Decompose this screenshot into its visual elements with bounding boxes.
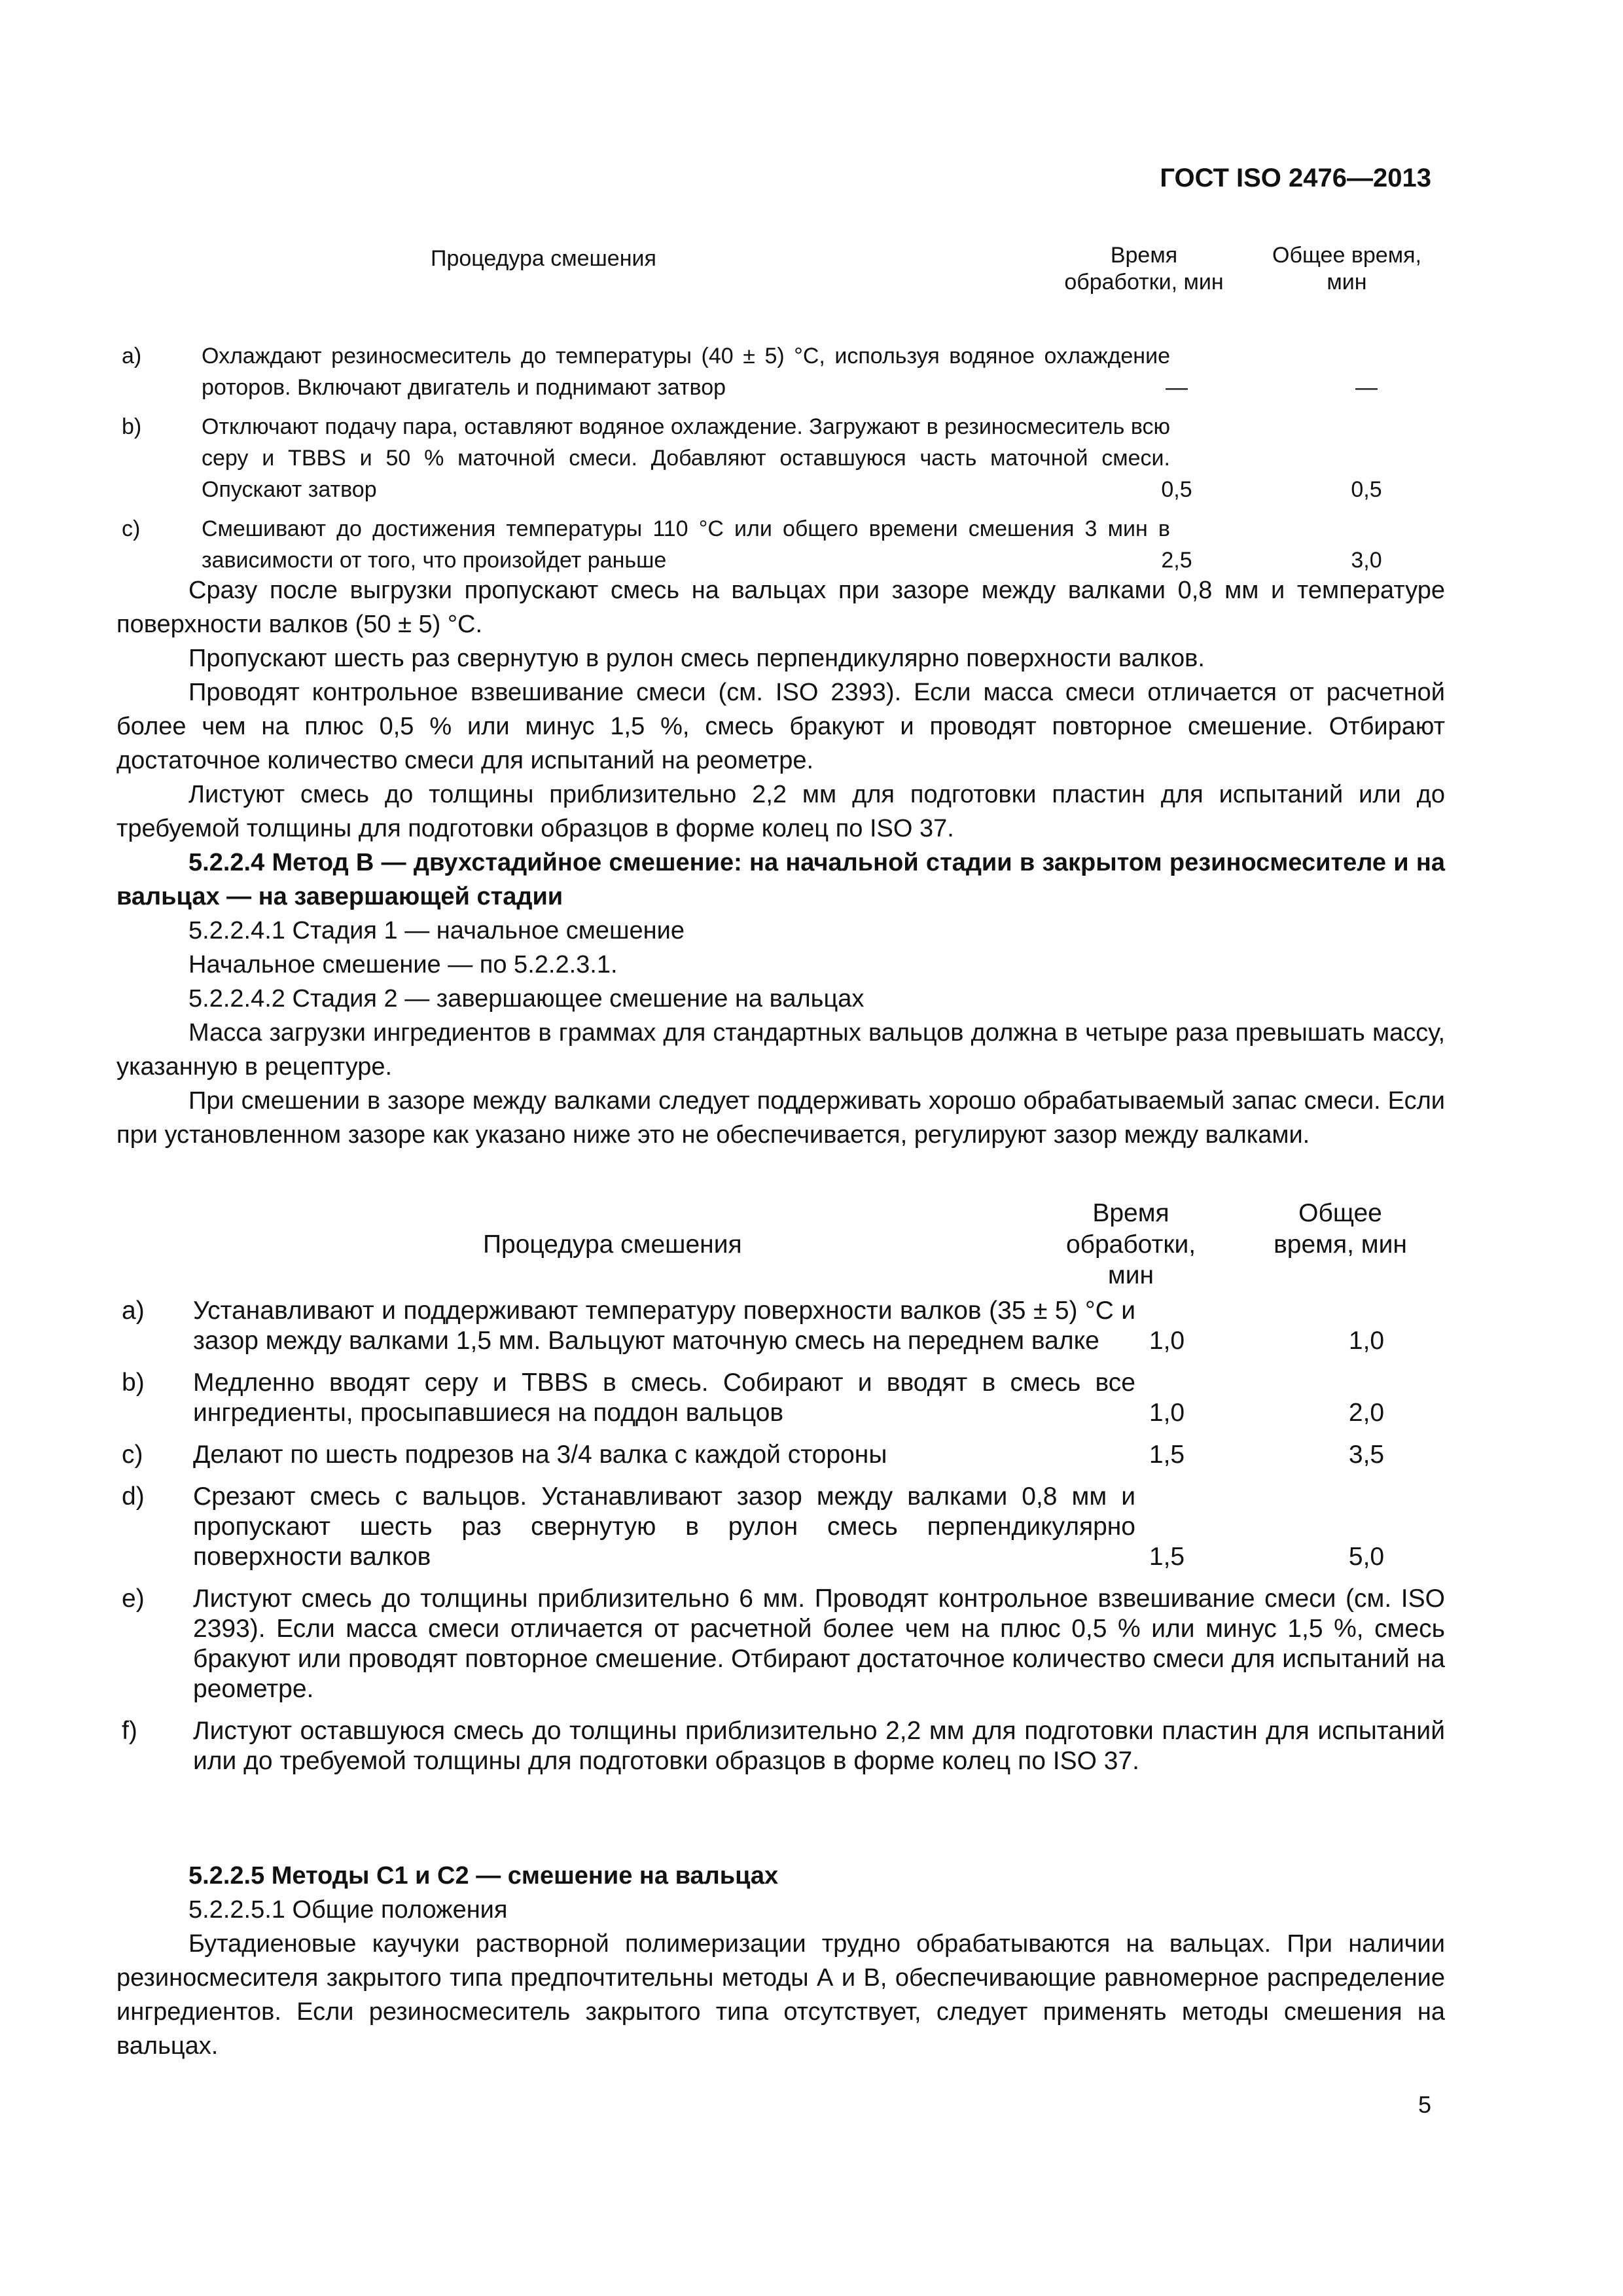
table-row <box>116 340 1445 403</box>
row-label: d) <box>122 1482 145 1511</box>
row-text: Листуют смесь до толщины приблизительно 6 мм. Проводят контрольное взвешивание смеси (см. ISO 2393). Если масса смеси отличается от расчетной более чем на плюс 0,5 % или минус 1,5 %, смесь бракуют или проводят повторное смешение. Отбирают достаточное количество смеси для испытаний на реометре. <box>193 1585 1445 1703</box>
row-total: 3,0 <box>1351 548 1382 573</box>
row-text: Делают по шесть подрезов на 3/4 валка с каждой стороны <box>193 1441 887 1469</box>
table-row <box>116 1368 1445 1428</box>
row-text: Отключают подачу пара, оставляют водяное охлаждение. Загружают в резиносмеситель всю серу и TBBS и 50 % маточной смеси. Добавляют оставшуюся часть маточной смеси. Опускают затвор <box>202 414 1170 502</box>
paragraph: Бутадиеновые каучуки растворной полимеризации трудно обрабатываются на вальцах. При наличии резиносмесителя закрытого типа предпочтительны методы А и В, обеспечивающие равномерное распределение ингредиентов. Если резиносмеситель закрытого типа отсутствует, следует применять методы смешения на вальцах. <box>116 1930 1445 2060</box>
table-row <box>116 1482 1445 1572</box>
row-time: 2,5 <box>1161 548 1192 573</box>
row-time: — <box>1166 375 1188 400</box>
paragraph: Пропускают шесть раз свернутую в рулон смесь перпендикулярно поверхности валков. <box>188 645 1205 672</box>
table-row <box>116 1296 1445 1356</box>
row-time: 1,0 <box>1149 1399 1185 1427</box>
document-code: ГОСТ ISO 2476—2013 <box>1160 164 1431 192</box>
row-label: a) <box>122 344 142 368</box>
col-total: Общее время, мин <box>1274 1199 1407 1259</box>
row-time: 1,5 <box>1149 1543 1185 1571</box>
mixing-table-1 <box>116 242 1445 584</box>
row-text: Устанавливают и поддерживают температуру поверхности валков (35 ± 5) °С и зазор между валками 1,5 мм. Вальцуют маточную смесь на переднем валке <box>193 1297 1135 1355</box>
table-header <box>116 242 1445 340</box>
paragraph: Проводят контрольное взвешивание смеси (см. ISO 2393). Если масса смеси отличается от расчетной более чем на плюс 0,5 % или минус 1,5 %, смесь бракуют и проводят повторное смешение. Отбирают достаточное количество смеси для испытаний на реометре. <box>116 679 1445 774</box>
row-total: 3,5 <box>1348 1441 1385 1469</box>
subsection-heading: 5.2.2.5.1 Общие положения <box>188 1896 508 1924</box>
col-time: Время обработки, мин <box>1065 1199 1196 1290</box>
table-row <box>116 411 1445 505</box>
paragraph: При смешении в зазоре между валками следует поддерживать хорошо обрабатываемый запас смеси. Если при установленном зазоре как указано ниже это не обеспечивается, регулируют зазор между валками. <box>116 1087 1445 1149</box>
col-procedure: Процедура смешения <box>431 246 656 271</box>
row-label: c) <box>122 1441 143 1469</box>
col-time: Время обработки, мин <box>1064 243 1224 295</box>
table-header <box>116 1198 1445 1296</box>
paragraph: Масса загрузки ингредиентов в граммах для стандартных вальцов должна в четыре раза превышать массу, указанную в рецептуре. <box>116 1019 1445 1081</box>
col-total: Общее время, мин <box>1272 243 1421 295</box>
row-label: f) <box>122 1717 137 1745</box>
body-text-2 <box>116 1859 1445 2063</box>
row-text: Смешивают до достижения температуры 110 °С или общего времени смешения 3 мин в зависимости от того, что произойдет раньше <box>202 516 1170 573</box>
mixing-table-2 <box>116 1198 1445 1788</box>
subsection-heading: 5.2.2.4.1 Стадия 1 — начальное смешение <box>188 917 685 944</box>
row-text: Листуют оставшуюся смесь до толщины приблизительно 2,2 мм для подготовки пластин для испытаний или до требуемой толщины для подготовки образцов в форме колец по ISO 37. <box>193 1717 1445 1775</box>
table-row <box>116 1584 1445 1704</box>
row-label: c) <box>122 516 141 541</box>
row-label: a) <box>122 1297 145 1325</box>
row-total: 2,0 <box>1348 1399 1385 1427</box>
row-text: Медленно вводят серу и TBBS в смесь. Собирают и вводят в смесь все ингредиенты, просыпавшиеся на поддон вальцов <box>193 1369 1135 1427</box>
page-number: 5 <box>1418 2091 1431 2118</box>
row-text: Охлаждают резиносмеситель до температуры (40 ± 5) °С, используя водяное охлаждение роторов. Включают двигатель и поднимают затвор <box>202 344 1170 400</box>
row-total: 5,0 <box>1348 1543 1385 1571</box>
row-text: Срезают смесь с вальцов. Устанавливают зазор между валками 0,8 мм и пропускают шесть раз свернутую в рулон смесь перпендикулярно поверхности валков <box>193 1482 1135 1571</box>
table-row <box>116 1716 1445 1776</box>
row-total: — <box>1355 375 1378 400</box>
row-time: 1,0 <box>1149 1327 1185 1355</box>
paragraph: Сразу после выгрузки пропускают смесь на вальцах при зазоре между валками 0,8 мм и температуре поверхности валков (50 ± 5) °С. <box>116 577 1445 638</box>
row-label: e) <box>122 1585 145 1613</box>
row-label: b) <box>122 1369 145 1397</box>
section-heading: 5.2.2.4 Метод В — двухстадийное смешение: на начальной стадии в закрытом резиносмесителе и на вальцах — на завершающей стадии <box>116 849 1445 910</box>
table-row <box>116 513 1445 576</box>
paragraph: Листуют смесь до толщины приблизительно 2,2 мм для подготовки пластин для испытаний или до требуемой толщины для подготовки образцов в форме колец по ISO 37. <box>116 781 1445 842</box>
table-row <box>116 1440 1445 1470</box>
row-time: 0,5 <box>1161 477 1192 502</box>
row-label: b) <box>122 414 142 439</box>
row-total: 0,5 <box>1351 477 1382 502</box>
body-text-1 <box>116 573 1445 1152</box>
section-heading: 5.2.2.5 Методы С1 и С2 — смешение на вальцах <box>188 1862 779 1890</box>
row-total: 1,0 <box>1348 1327 1385 1355</box>
paragraph: Начальное смешение — по 5.2.2.3.1. <box>188 951 618 978</box>
col-procedure: Процедура смешения <box>483 1230 742 1259</box>
subsection-heading: 5.2.2.4.2 Стадия 2 — завершающее смешение на вальцах <box>188 985 865 1013</box>
row-time: 1,5 <box>1149 1441 1185 1469</box>
